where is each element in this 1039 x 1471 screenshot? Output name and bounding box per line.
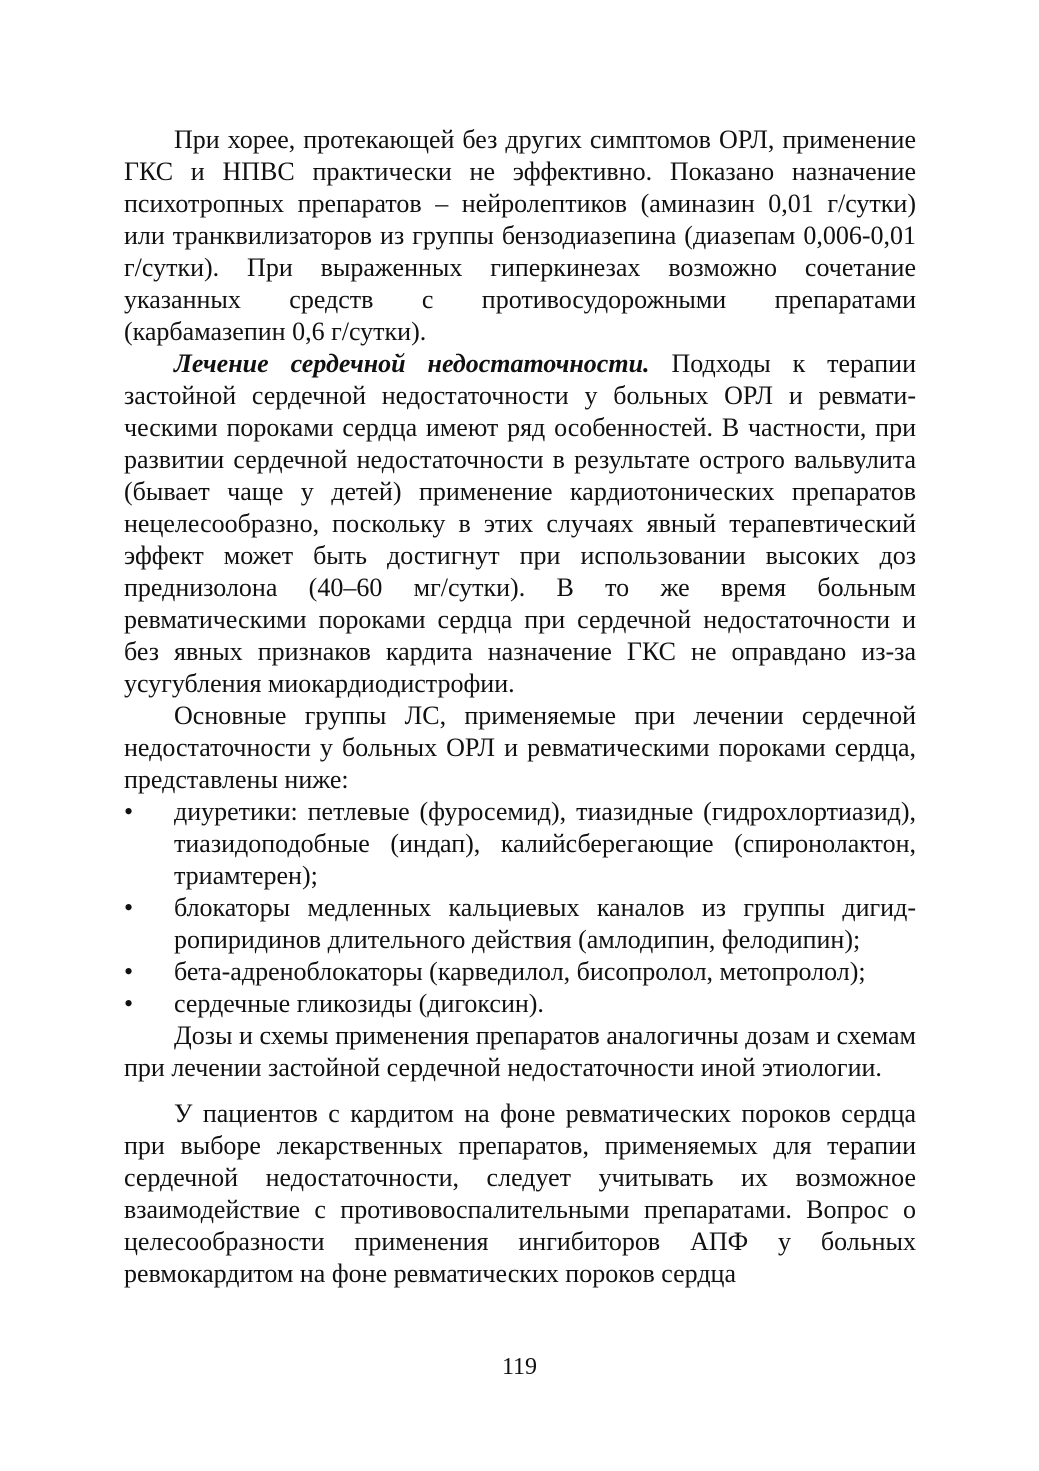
paragraph-heart-failure-text: Подходы к терапии застойной сердечной недостаточности у больных ОРЛ и ревматическими пороками сердца имеют ряд особенностей. В частности, при развитии сердечной недостаточности в результате острого вальвулита (бывает чаще у детей) применение кардиотонических препаратов нецелесообразно, поскольку в этих случаях явный терапевтический эффект может быть достигнут при использовании высоких доз преднизолона (40–60 мг/сутки). В то же время больным ревматическими пороками сердца при сердечной недостаточности и без явных признаков кардита назначение ГКС не оправдано из-за усугубления миокардиодистрофии. (124, 349, 916, 698)
paragraph-doses: Дозы и схемы применения препаратов аналогичны дозам и схемам при лечении застойной сердечной недостаточности иной этиологии. (124, 1021, 916, 1082)
paragraph-drug-groups-intro: Основные группы ЛС, применяемые при лечении сердечной недостаточности у больных ОРЛ и ревматическими пороками сердца, представлены ниже: (124, 701, 916, 794)
page-body (124, 124, 916, 1290)
bullet-marker: • (124, 989, 134, 1018)
paragraph-carditis-patients: У пациентов с кардитом на фоне ревматических пороков сердца при выборе лекарственных препаратов, применяемых для терапии сердечной недостаточности, следует учитывать их возможное взаимодействие с противовоспалительными препаратами. Вопрос о целесообразности применения ингибиторов АПФ у больных ревмокардитом на фоне ревматических пороков сердца (124, 1099, 916, 1288)
list-item (124, 796, 916, 892)
paragraph-chorea-treatment: При хорее, протекающей без других симптомов ОРЛ, применение ГКС и НПВС практически не эффективно. Показано назначение психотропных препаратов – нейролептиков (аминазин 0,01 г/сутки) или транквилизаторов из группы бензодиазепина (диазепам 0,006-0,01 г/сутки). При выраженных гиперкинезах возможно сочетание указанных средств с противосудорожными препаратами (карбамазепин 0,6 г/сутки). (124, 125, 916, 346)
list-item-text: бета-адреноблокаторы (карведилол, бисопролол, метопролол); (174, 957, 866, 986)
list-item (124, 988, 916, 1020)
drug-groups-list (124, 796, 916, 1020)
list-item (124, 956, 916, 988)
bullet-marker: • (124, 957, 134, 986)
paragraph-heart-failure (124, 348, 916, 700)
list-item-text: диуретики: петлевые (фуросемид), тиазидные (гидрохлортиазид), тиазидоподобные (индап), калийсберегающие (спиронолактон, триамтерен); (174, 797, 916, 890)
bullet-marker: • (124, 893, 134, 922)
page-number: 119 (501, 1354, 538, 1380)
section-heading-heart-failure: Лечение сердечной недостаточности. (174, 349, 650, 378)
list-item (124, 892, 916, 956)
list-item-text: блокаторы медленных кальциевых каналов из группы дигидропиридинов длительного действия (амлодипин, фелодипин); (174, 893, 916, 954)
list-item-text: сердечные гликозиды (дигоксин). (174, 989, 544, 1018)
bullet-marker: • (124, 797, 134, 826)
